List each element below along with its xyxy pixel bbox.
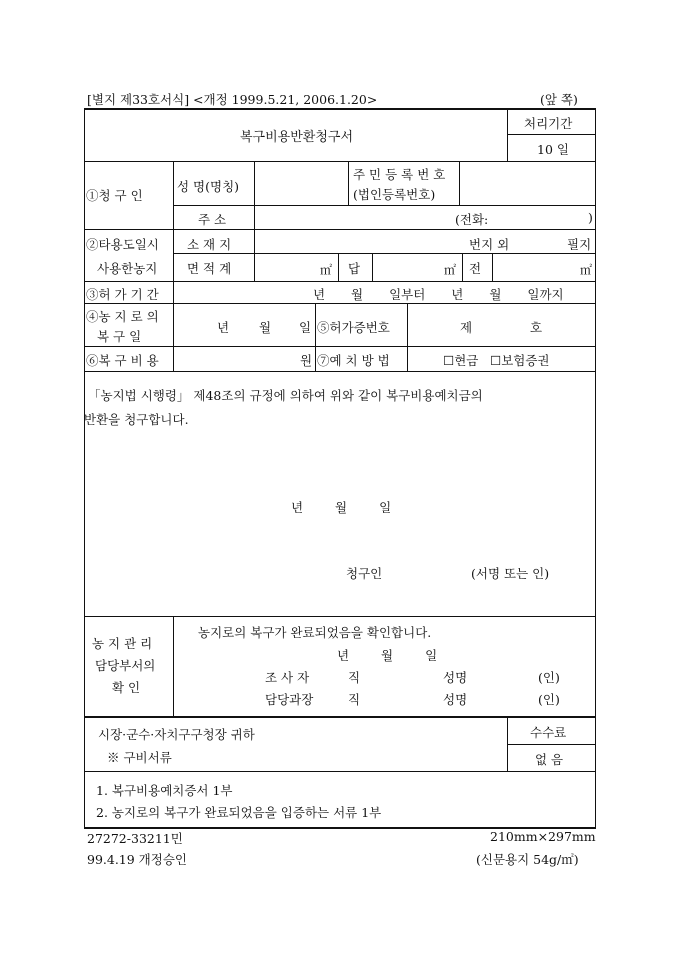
statement-line-1: 「농지법 시행령」 제48조의 규정에 의하여 위와 같이 복구비용예치금의 bbox=[88, 388, 483, 403]
form-code: 27272-33211민 bbox=[87, 831, 183, 846]
docs-title: ※ 구비서류 bbox=[107, 750, 172, 765]
form-title: 복구비용반환청구서 bbox=[240, 130, 354, 145]
permit-no-label: ⑤허가증번호 bbox=[317, 320, 390, 335]
field-unit: ㎡ bbox=[580, 263, 593, 277]
inspector-seal[interactable]: (인) bbox=[538, 670, 560, 685]
restore-date-label-2: 복 구 일 bbox=[97, 329, 142, 344]
fee-value: 없 음 bbox=[535, 752, 564, 767]
option-cash[interactable]: ☐현금 bbox=[443, 353, 479, 368]
restore-date-label: ④농 지 로 의 bbox=[86, 309, 159, 324]
phone-label: (전화: bbox=[455, 212, 489, 227]
manager-name: 성명 bbox=[443, 692, 468, 707]
paddy-unit: ㎡ bbox=[444, 263, 457, 277]
id-label-corp: (법인등록번호) bbox=[353, 187, 436, 202]
land-label: ②타용도일시 bbox=[86, 237, 159, 252]
phone-close: ) bbox=[588, 210, 593, 225]
confirm-text: 농지로의 복구가 완료되었음을 확인합니다. bbox=[198, 625, 432, 640]
method-label: ⑦예 치 방 법 bbox=[317, 353, 390, 368]
field-label: 전 bbox=[469, 261, 482, 276]
permit-period-text: 년 월 일부터 년 월 일까지 bbox=[313, 287, 564, 302]
manager-label: 담당과장 bbox=[265, 692, 314, 707]
paper-size: 210mm×297mm bbox=[490, 829, 596, 844]
inspector-name: 성명 bbox=[443, 670, 468, 685]
id-label: 주 민 등 록 번 호 bbox=[353, 167, 446, 182]
permit-no-prefix: 제 bbox=[460, 320, 473, 335]
confirm-date: 년 월 일 bbox=[337, 648, 438, 663]
name-label: 성 명(명칭) bbox=[177, 179, 240, 194]
processing-label: 처리기간 bbox=[524, 116, 573, 131]
option-insurance[interactable]: ☐보험증권 bbox=[490, 353, 550, 368]
permit-no-suffix: 호 bbox=[530, 320, 543, 335]
claimant-sign-label: 청구인 bbox=[346, 566, 383, 581]
id-field[interactable] bbox=[462, 166, 592, 202]
approval-date: 99.4.19 개정승인 bbox=[87, 852, 187, 867]
manager-position: 직 bbox=[348, 692, 361, 707]
permit-period-label: ③허 가 기 간 bbox=[86, 287, 159, 302]
frame-left bbox=[84, 108, 85, 828]
restore-month: 월 bbox=[259, 320, 272, 335]
cost-label: ⑥복 구 비 용 bbox=[86, 353, 159, 368]
area-unit: ㎡ bbox=[320, 263, 333, 277]
land-label-2: 사용한농지 bbox=[97, 261, 158, 276]
restore-day: 일 bbox=[299, 320, 312, 335]
processing-value: 10 일 bbox=[537, 142, 569, 157]
claimant-label: ①청 구 인 bbox=[86, 188, 143, 203]
confirm-label-3: 확 인 bbox=[112, 680, 141, 695]
inspector-label: 조 사 자 bbox=[265, 670, 310, 685]
frame-top bbox=[84, 108, 596, 110]
page-side: (앞 쪽) bbox=[540, 92, 578, 107]
parcels-unit: 필지 bbox=[567, 237, 592, 252]
location-label: 소 재 지 bbox=[187, 237, 232, 252]
inspector-position: 직 bbox=[348, 670, 361, 685]
restore-year: 년 bbox=[217, 320, 230, 335]
form-label: [별지 제33호서식] <개정 1999.5.21, 2006.1.20> bbox=[87, 92, 378, 107]
name-field[interactable] bbox=[256, 166, 344, 202]
address-label: 주 소 bbox=[198, 212, 227, 227]
required-doc-2: 2. 농지로의 복구가 완료되었음을 입증하는 서류 1부 bbox=[96, 805, 382, 820]
claim-date: 년 월 일 bbox=[291, 500, 392, 515]
cost-unit: 원 bbox=[300, 353, 313, 368]
required-doc-1: 1. 복구비용예치증서 1부 bbox=[96, 783, 233, 798]
confirm-label-2: 담당부서의 bbox=[95, 658, 156, 673]
paper-type: (신문용지 54g/㎡) bbox=[476, 852, 579, 867]
lot-label: 번지 외 bbox=[469, 237, 510, 252]
area-label: 면 적 계 bbox=[187, 261, 232, 276]
addressee: 시장·군수·자치구구청장 귀하 bbox=[98, 727, 255, 742]
statement-line-2: 반환을 청구합니다. bbox=[84, 412, 189, 427]
fee-label: 수수료 bbox=[530, 725, 567, 740]
confirm-label-1: 농 지 관 리 bbox=[92, 636, 153, 651]
paddy-label: 답 bbox=[348, 261, 361, 276]
signature-field[interactable]: (서명 또는 인) bbox=[471, 566, 550, 581]
frame-right bbox=[595, 108, 596, 828]
manager-seal[interactable]: (인) bbox=[538, 692, 560, 707]
